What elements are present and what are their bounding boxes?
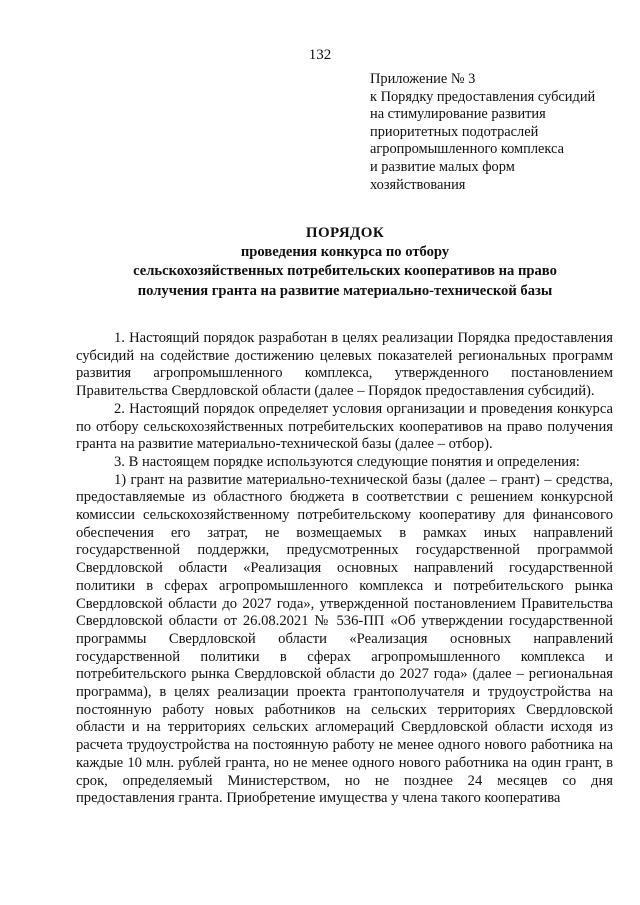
- appendix-line: приоритетных подотраслей: [370, 123, 539, 140]
- document-body: [76, 330, 613, 808]
- document-title: ПОРЯДОК: [305, 225, 385, 241]
- appendix-line: и развитие малых форм: [370, 158, 515, 175]
- page-number: 132: [308, 47, 332, 63]
- appendix-line: к Порядку предоставления субсидий: [370, 88, 596, 105]
- document-heading: [80, 224, 610, 301]
- body-paragraph: 1) грант на развитие материально-технической базы (далее – грант) – средства, предоставляемые из областного бюджета в соответствии с решением конкурсной комиссии сельскохозяйственному потребительскому кооперативу для финансового обеспечения его затрат, не возмещаемых в рамках иных направлений государственной поддержки, предусмотренных государственной программой Свердловской области «Реализация основных направлений государственной политики в сферах агропромышленного комплекса и потребительского рынка Свердловской области до 2027 года», утвержденной постановлением Правительства Свердловской области от 26.08.2021 № 536-ПП «Об утверждении государственной программы Свердловской области «Реализация основных направлений государственной политики в сферах агропромышленного комплекса и потребительского рынка Свердловской области до 2027 года» (далее – региональная программа), в целях реализации проекта грантополучателя и трудоустройства на постоянную работу новых работников на сельских территориях Свердловской области и на территориях сельских агломераций Свердловской области исходя из расчета трудоустройства на постоянную работу не менее одного нового работника на каждые 10 млн. рублей гранта, но не менее одного нового работника на один грант, в срок, определяемый Министерством, но не позднее 24 месяцев со дня предоставления гранта. Приобретение имущества у члена такого кооператива: [76, 471, 613, 807]
- body-paragraph: 2. Настоящий порядок определяет условия организации и проведения конкурса по отбору сельскохозяйственных потребительских кооперативов на право получения гранта на развитие материально-технической базы (далее – отбор).: [76, 400, 613, 453]
- appendix-line: агропромышленного комплекса: [370, 141, 564, 158]
- appendix-block: [370, 71, 620, 194]
- document-subtitle-line: получения гранта на развитие материально-технической базы: [137, 282, 553, 299]
- body-paragraph: 1. Настоящий порядок разработан в целях реализации Порядка предоставления субсидий на содействие достижению целевых показателей региональных программ развития агропромышленного комплекса, утвержденного постановлением Правительства Свердловской области (далее – Порядок предоставления субсидий).: [76, 330, 613, 400]
- appendix-line: на стимулирование развития: [370, 106, 546, 123]
- appendix-line: Приложение № 3: [370, 71, 476, 87]
- appendix-line: хозяйствования: [370, 176, 466, 193]
- document-subtitle-line: проведения конкурса по отбору: [240, 244, 450, 261]
- document-subtitle-line: сельскохозяйственных потребительских кооперативов на право: [133, 263, 557, 280]
- body-paragraph: 3. В настоящем порядке используются следующие понятия и определения:: [114, 453, 580, 470]
